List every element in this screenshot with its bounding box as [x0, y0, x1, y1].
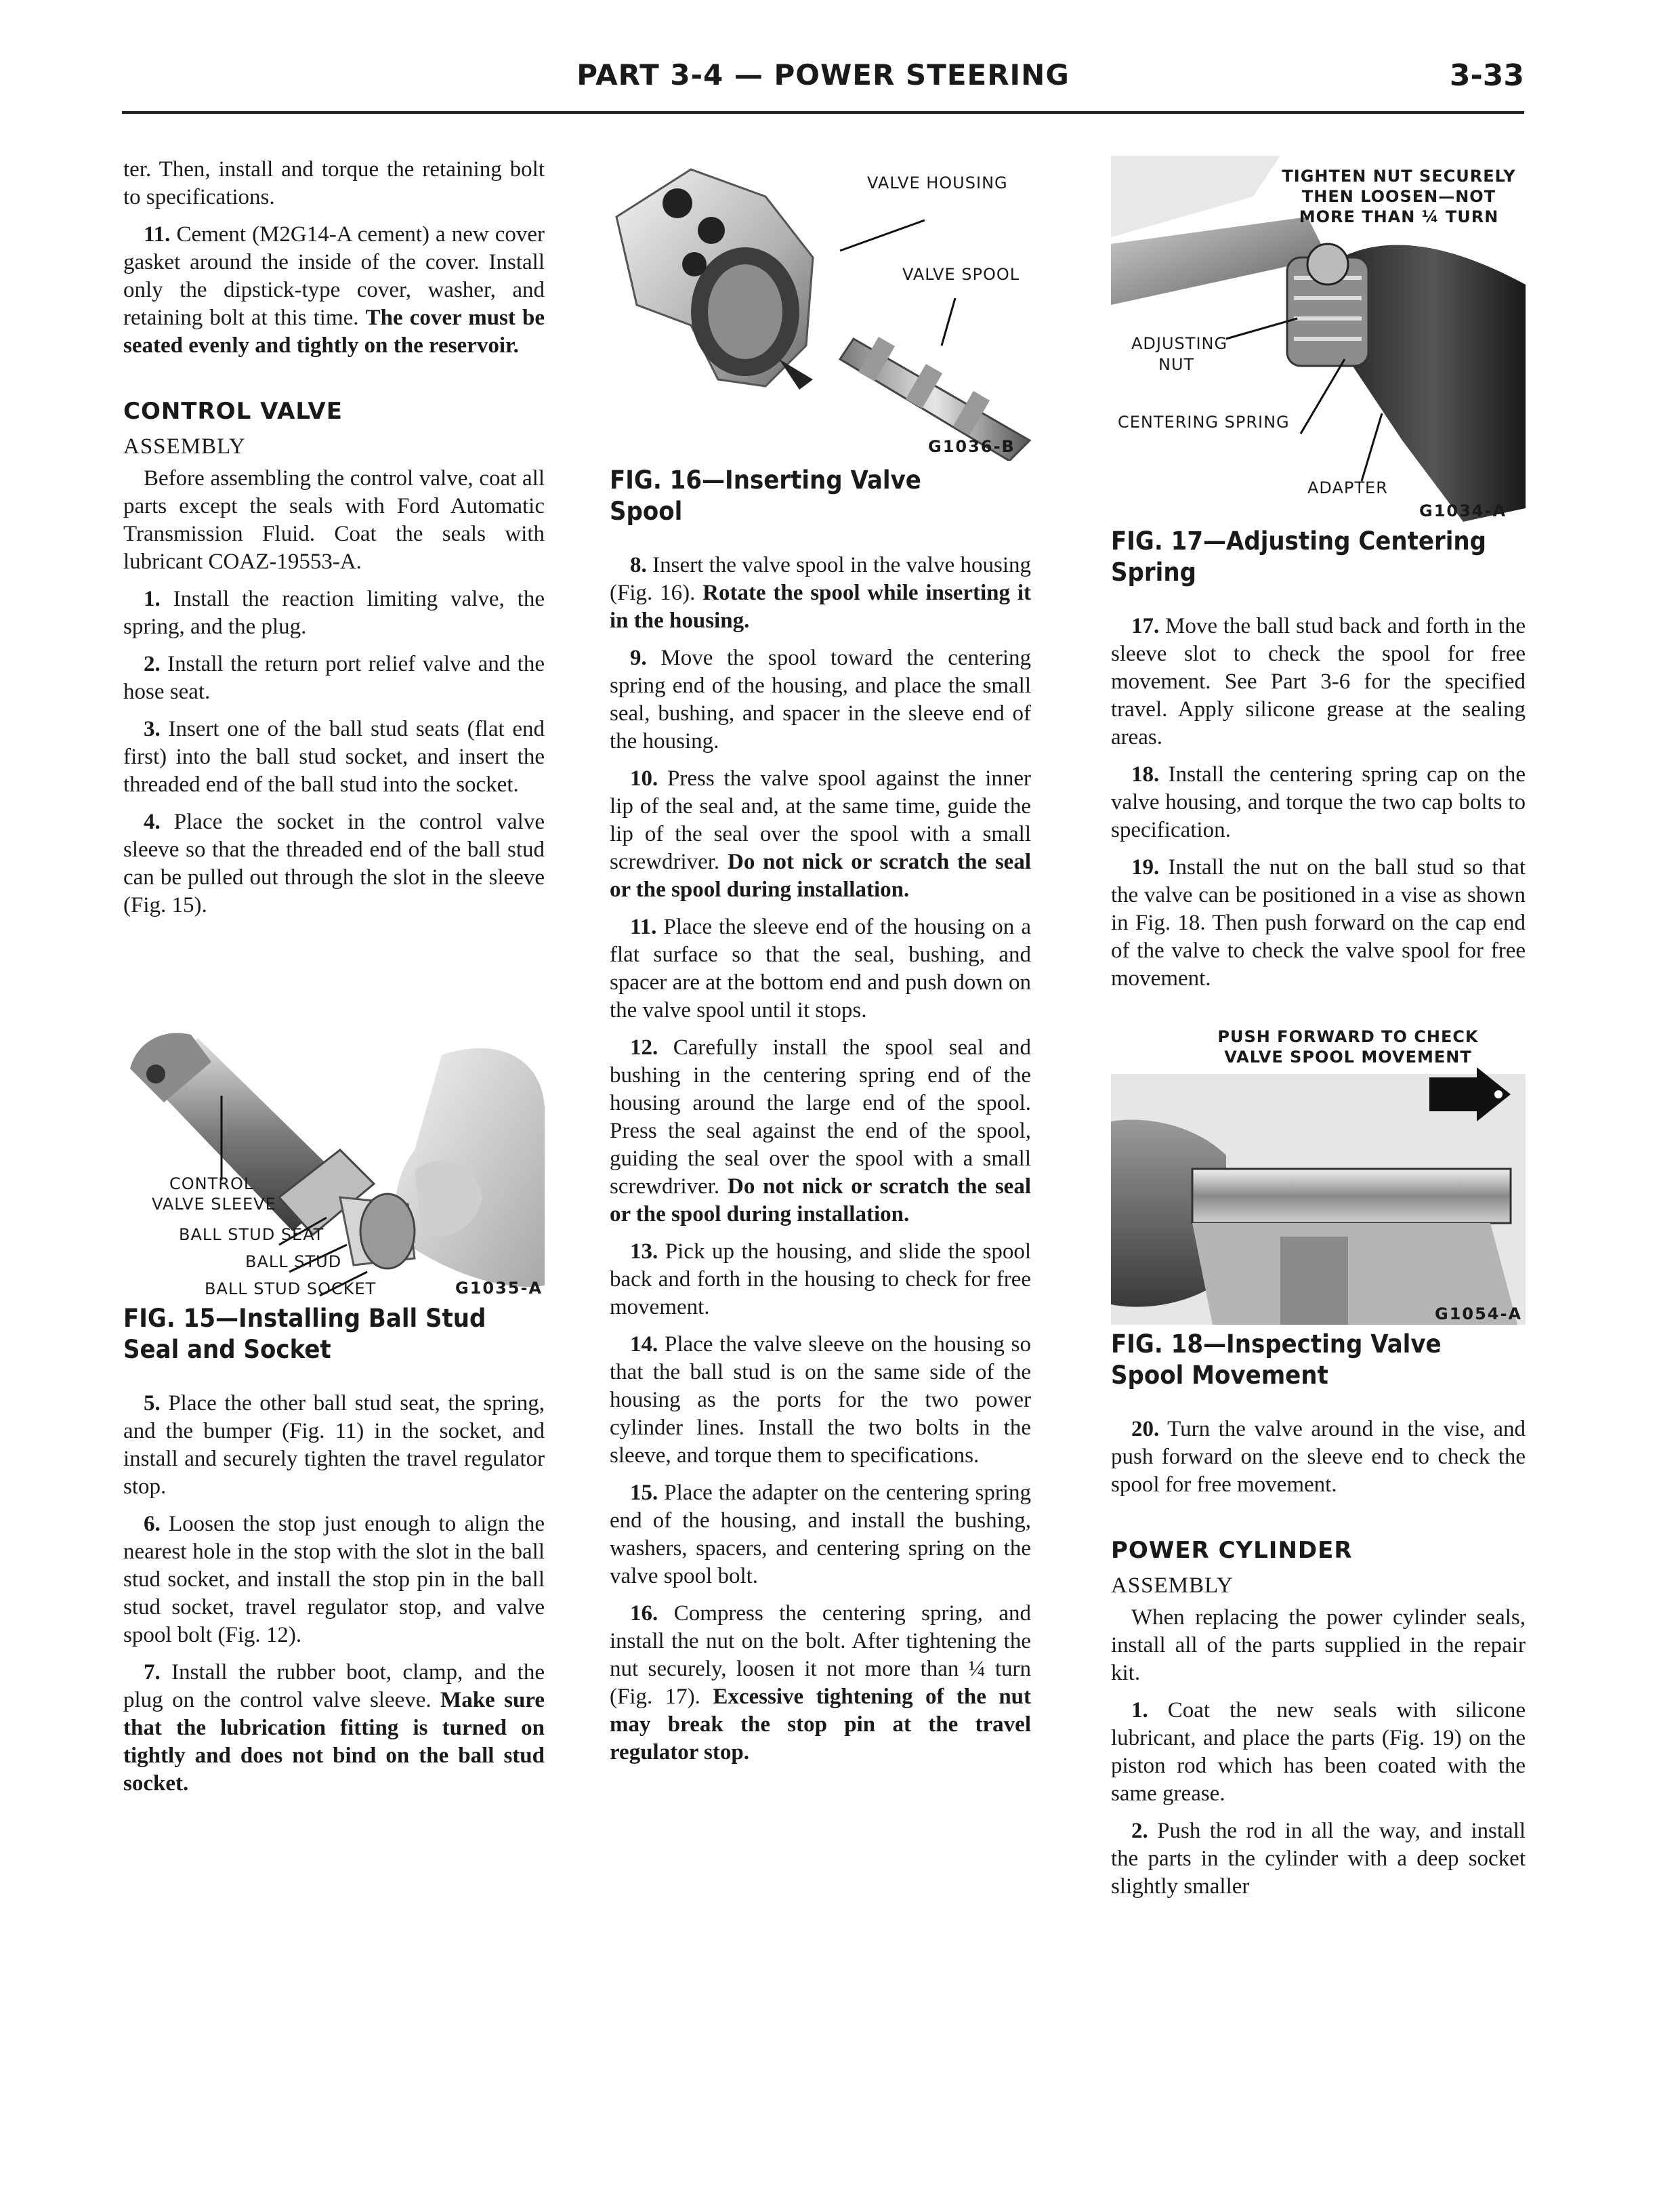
- label-adapter: ADAPTER: [1307, 478, 1388, 497]
- figure-code: G1036-B: [928, 437, 1015, 456]
- step-4: 4. Place the socket in the control valve sleeve so that the threaded end of the ball stud can be pulled out through the slot in the sleeve (Fig. 15).: [123, 810, 545, 917]
- ball-stud-socket-photo: [123, 974, 545, 1299]
- step-20: 20. Turn the valve around in the vise, and push forward on the sleeve end to check the spool for free movement.: [1111, 1417, 1526, 1497]
- note-tighten-2: THEN LOOSEN—NOT: [1301, 187, 1496, 206]
- label-valve-spool: VALVE SPOOL: [902, 265, 1020, 284]
- note-push-1: PUSH FORWARD TO CHECK: [1217, 1027, 1479, 1046]
- step-14: 14. Place the valve sleeve on the housing so that the ball stud is on the same side of the housing as the ports for the two power cylinder lines. Install the two bolts in the sleeve, and torque them to specifications.: [610, 1332, 1031, 1468]
- assembly-intro: Before assembling the control valve, coat all parts except the seals with Ford Automatic Transmission Fluid. Coat the seals with lubricant COAZ-19553-A.: [123, 466, 545, 574]
- step-11-cover: 11. Cement (M2G14-A cement) a new cover gasket around the inside of the cover. Install only the dipstick-type cover, washer, and retaining bolt at this time. The cover must be seated evenly and tightly on the reservoir.: [123, 222, 545, 358]
- step-18: 18. Install the centering spring cap on the valve housing, and torque the two cap bolts to specification.: [1111, 762, 1526, 842]
- label-ball-stud-seat: BALL STUD SEAT: [179, 1225, 324, 1244]
- step-16: 16. Compress the centering spring, and install the nut on the bolt. After tightening the nut securely, loosen it not more than ¼ turn (Fig. 17). Excessive tightening of the nut may break the stop pin at the travel regulator stop.: [610, 1601, 1032, 1764]
- figure-code: G1054-A: [1435, 1304, 1523, 1323]
- step-19: 19. Install the nut on the ball stud so that the valve can be positioned in a vise as shown in Fig. 18. Then push forward on the cap end of the valve to check the valve spool for free movement.: [1111, 855, 1526, 991]
- note-push-2: VALVE SPOOL MOVEMENT: [1224, 1048, 1472, 1067]
- step-8: 8. Insert the valve spool in the valve housing (Fig. 16). Rotate the spool while inserting it in the housing.: [610, 553, 1031, 633]
- cylinder-step-1: 1. Coat the new seals with silicone lubricant, and place the parts (Fig. 19) on the piston rod which has been coated with the same grease.: [1111, 1698, 1526, 1806]
- note-tighten-1: TIGHTEN NUT SECURELY: [1282, 167, 1516, 186]
- label-ball-stud-socket: BALL STUD SOCKET: [205, 1279, 377, 1298]
- column-right: [1111, 156, 1526, 1910]
- subsection-assembly: ASSEMBLY: [1111, 1573, 1234, 1598]
- figure-18-caption: FIG. 18—Inspecting Valve Spool Movement: [1111, 1329, 1442, 1390]
- label-ball-stud: BALL STUD: [245, 1252, 342, 1271]
- figure-15: [123, 974, 545, 1299]
- figure-code: G1034-A: [1419, 501, 1507, 520]
- step-13: 13. Pick up the housing, and slide the spool back and forth in the housing to check for free movement.: [610, 1239, 1031, 1319]
- figure-15-caption: FIG. 15—Installing Ball Stud Seal and Socket: [123, 1304, 486, 1364]
- step-15: 15. Place the adapter on the centering spring end of the housing, and install the bushing, washers, spacers, and centering spring on the valve spool bolt.: [610, 1481, 1031, 1588]
- figure-code: G1035-A: [455, 1279, 543, 1298]
- label-valve-sleeve: VALVE SLEEVE: [152, 1195, 276, 1214]
- column-left: [123, 156, 545, 1807]
- figure-17-caption: FIG. 17—Adjusting Centering Spring: [1111, 527, 1487, 587]
- step-1: 1. Install the reaction limiting valve, the spring, and the plug.: [123, 587, 545, 639]
- step-12: 12. Carefully install the spool seal and bushing in the centering spring end of the housing around the large end of the spool. Press the seal against the end of the spool, guiding the seal over the spool with a small screwdriver. Do not nick or scratch the seal or the spool during installation.: [610, 1035, 1031, 1226]
- step-6: 6. Loosen the stop just enough to align the nearest hole in the stop with the slot in the ball stud socket, and install the stop pin in the ball stud socket, travel regulator stop, and valve spool bolt (Fig. 12).: [123, 1512, 545, 1647]
- label-control: CONTROL: [169, 1174, 254, 1193]
- column-middle: [610, 156, 1031, 1776]
- page-header: [122, 54, 1524, 114]
- step-10: 10. Press the valve spool against the inner lip of the seal and, at the same time, guide the lip of the seal over the spool with a small screwdriver. Do not nick or scratch the seal or the spool during installation.: [610, 766, 1031, 902]
- step-17: 17. Move the ball stud back and forth in the sleeve slot to check the spool for free movement. See Part 3-6 for the specified travel. Apply silicone grease at the sealing areas.: [1111, 614, 1526, 749]
- step-11: 11. Place the sleeve end of the housing on a flat surface so that the seal, bushing, and spacer are at the bottom end and push down on the valve spool until it stops.: [610, 915, 1031, 1023]
- step-5: 5. Place the other ball stud seat, the spring, and the bumper (Fig. 11) in the socket, and install and securely tighten the travel regulator stop.: [123, 1391, 545, 1499]
- label-valve-housing: VALVE HOUSING: [867, 173, 1008, 192]
- valve-spool-photo: [610, 156, 1031, 461]
- power-cylinder-intro: When replacing the power cylinder seals, install all of the parts supplied in the repair kit.: [1111, 1605, 1526, 1685]
- subsection-assembly: ASSEMBLY: [123, 434, 246, 459]
- paragraph-continued: ter. Then, install and torque the retaining bolt to specifications.: [123, 157, 545, 209]
- figure-16: [610, 156, 1031, 461]
- header-title: PART 3-4 — POWER STEERING: [576, 58, 1070, 91]
- figure-16-caption: FIG. 16—Inserting Valve Spool: [610, 466, 921, 526]
- section-title-power-cylinder: POWER CYLINDER: [1111, 1537, 1353, 1564]
- step-9: 9. Move the spool toward the centering spring end of the housing, and place the small seal, bushing, and spacer in the sleeve end of the housing.: [610, 646, 1031, 754]
- note-tighten-3: MORE THAN ¼ TURN: [1299, 207, 1499, 226]
- step-3: 3. Insert one of the ball stud seats (flat end first) into the ball stud socket, and insert the threaded end of the ball stud into the socket.: [123, 717, 545, 797]
- step-2: 2. Install the return port relief valve and the hose seat.: [123, 652, 545, 704]
- figure-17: [1111, 156, 1526, 522]
- section-title-control-valve: CONTROL VALVE: [123, 398, 343, 425]
- label-nut: NUT: [1158, 355, 1195, 374]
- label-adjusting: ADJUSTING: [1131, 334, 1228, 353]
- step-7: 7. Install the rubber boot, clamp, and the plug on the control valve sleeve. Make sure that the lubrication fitting is turned on tightly and does not bind on the ball stud socket.: [123, 1660, 545, 1796]
- figure-18: [1111, 1020, 1526, 1325]
- page-number: 3-33: [1449, 58, 1524, 93]
- label-centering-spring: CENTERING SPRING: [1118, 413, 1290, 432]
- cylinder-step-2: 2. Push the rod in all the way, and install the parts in the cylinder with a deep socket slightly smaller: [1111, 1819, 1526, 1899]
